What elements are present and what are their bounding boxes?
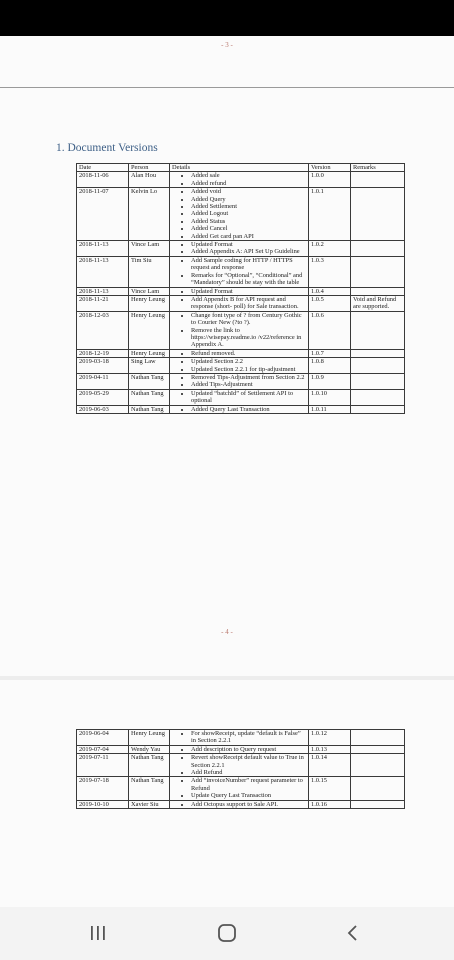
- details-item: • Update Query Last Transaction: [191, 792, 306, 799]
- cell-person: Nathan Tang: [129, 405, 170, 413]
- cell-details: [170, 373, 309, 389]
- cell-date: 2018-12-03: [77, 311, 129, 349]
- details-item: • Updated “batchId” of Settlement API to optional: [191, 390, 306, 405]
- table-row: [77, 188, 405, 241]
- cell-person: Nathan Tang: [129, 373, 170, 389]
- details-item: • Added Cancel: [191, 225, 306, 232]
- details-list: [172, 801, 306, 808]
- cell-person: Wendy Yau: [129, 745, 170, 753]
- details-item: • Added Logout: [191, 210, 306, 217]
- cell-person: Henry Leung: [129, 730, 170, 746]
- cell-date: 2019-03-18: [77, 358, 129, 374]
- cell-details: [170, 754, 309, 777]
- table-row: [77, 800, 405, 808]
- cell-remarks: [351, 405, 405, 413]
- header-version: Version: [309, 164, 351, 172]
- header-details: Details: [170, 164, 309, 172]
- table-row: [77, 256, 405, 287]
- cell-version: 1.0.9: [309, 373, 351, 389]
- details-item: • Revert showReceipt default value to True in Section 2.2.1: [191, 754, 306, 769]
- cell-person: Vince Lam: [129, 241, 170, 257]
- details-item: • Add Appendix B for API request and response (short- poll) for Sale transaction.: [191, 296, 306, 311]
- details-item: • Add Sample coding for HTTP / HTTPS request and response: [191, 257, 306, 272]
- cell-details: [170, 287, 309, 295]
- cell-details: [170, 188, 309, 241]
- cell-version: 1.0.3: [309, 256, 351, 287]
- details-list: [172, 350, 306, 357]
- table-row: [77, 745, 405, 753]
- cell-remarks: [351, 730, 405, 746]
- cell-details: [170, 241, 309, 257]
- cell-details: [170, 405, 309, 413]
- details-item: • Add Octopus support to Sale API.: [191, 801, 306, 808]
- table-row: [77, 295, 405, 311]
- cell-version: 1.0.7: [309, 349, 351, 357]
- cell-remarks: [351, 256, 405, 287]
- cell-remarks: [351, 777, 405, 800]
- table-header-row: [77, 164, 405, 172]
- details-list: [172, 730, 306, 745]
- table-row: [77, 349, 405, 357]
- cell-date: 2019-06-03: [77, 405, 129, 413]
- versions-table: [76, 163, 405, 414]
- details-item: • Added refund: [191, 180, 306, 187]
- cell-date: 2019-10-10: [77, 800, 129, 808]
- table-row: [77, 287, 405, 295]
- details-list: [172, 754, 306, 776]
- cell-details: [170, 172, 309, 188]
- cell-remarks: [351, 754, 405, 777]
- cell-date: 2018-11-13: [77, 241, 129, 257]
- details-item: • Add Refund: [191, 769, 306, 776]
- page-number-bottom: - 4 -: [221, 628, 233, 636]
- cell-person: Henry Leung: [129, 349, 170, 357]
- cell-details: [170, 349, 309, 357]
- details-list: [172, 406, 306, 413]
- cell-person: Sing Law: [129, 358, 170, 374]
- details-list: [172, 746, 306, 753]
- cell-details: [170, 777, 309, 800]
- cell-version: 1.0.1: [309, 188, 351, 241]
- details-list: [172, 241, 306, 256]
- details-list: [172, 172, 306, 187]
- cell-version: 1.0.6: [309, 311, 351, 349]
- table-row: [77, 405, 405, 413]
- cell-version: 1.0.2: [309, 241, 351, 257]
- table-row: [77, 358, 405, 374]
- details-list: [172, 358, 306, 373]
- cell-remarks: [351, 389, 405, 405]
- cell-remarks: [351, 188, 405, 241]
- status-bar: [0, 0, 454, 36]
- details-item: • Added Tips-Adjustment: [191, 381, 306, 388]
- details-list: [172, 777, 306, 799]
- details-item: • Added Query Last Transaction: [191, 406, 306, 413]
- details-item: • Added Appendix A: API Set Up Guideline: [191, 248, 306, 255]
- cell-remarks: [351, 349, 405, 357]
- cell-person: Xavier Siu: [129, 800, 170, 808]
- cell-details: [170, 295, 309, 311]
- cell-person: Alan Hou: [129, 172, 170, 188]
- versions-table-continued: [76, 729, 405, 809]
- details-item: • Refund removed.: [191, 350, 306, 357]
- recents-icon: [88, 924, 108, 942]
- cell-date: 2019-04-11: [77, 373, 129, 389]
- details-item: • Added void: [191, 188, 306, 195]
- cell-remarks: [351, 745, 405, 753]
- cell-remarks: [351, 358, 405, 374]
- cell-date: 2018-11-21: [77, 295, 129, 311]
- back-icon: [344, 923, 362, 943]
- cell-remarks: [351, 241, 405, 257]
- cell-remarks: [351, 311, 405, 349]
- cell-details: [170, 389, 309, 405]
- cell-person: Nathan Tang: [129, 777, 170, 800]
- section-heading: 1. Document Versions: [56, 142, 158, 154]
- table-row: [77, 373, 405, 389]
- cell-version: 1.0.12: [309, 730, 351, 746]
- details-item: • Updated Format: [191, 241, 306, 248]
- cell-person: Tim Siu: [129, 256, 170, 287]
- details-list: [172, 374, 306, 389]
- cell-version: 1.0.16: [309, 800, 351, 808]
- cell-person: Henry Leung: [129, 295, 170, 311]
- details-list: [172, 188, 306, 240]
- details-item: • Removed Tips-Adjustment from Section 2.2: [191, 374, 306, 381]
- header-date: Date: [77, 164, 129, 172]
- details-item: • Add description to Query request: [191, 746, 306, 753]
- details-item: • Added Query: [191, 196, 306, 203]
- cell-date: 2019-07-18: [77, 777, 129, 800]
- table-row: [77, 777, 405, 800]
- details-item: • Add “invoiceNumber” request parameter to Refund: [191, 777, 306, 792]
- details-list: [172, 288, 306, 295]
- table-row: [77, 241, 405, 257]
- details-item: • Added Status: [191, 218, 306, 225]
- document-page-upper: [0, 36, 454, 676]
- table-row: [77, 389, 405, 405]
- cell-remarks: Void and Refund are supported.: [351, 295, 405, 311]
- table-row: [77, 754, 405, 777]
- cell-remarks: [351, 373, 405, 389]
- cell-version: 1.0.14: [309, 754, 351, 777]
- details-item: • Updated Format: [191, 288, 306, 295]
- cell-version: 1.0.0: [309, 172, 351, 188]
- document-page-lower: [0, 680, 454, 907]
- details-list: [172, 312, 306, 349]
- cell-details: [170, 745, 309, 753]
- details-list: [172, 296, 306, 311]
- table-row: [77, 730, 405, 746]
- cell-date: 2019-07-04: [77, 745, 129, 753]
- cell-version: 1.0.8: [309, 358, 351, 374]
- page-number-top: - 3 -: [221, 41, 233, 49]
- details-item: • Change font type of ? from Century Gothic to Courier New (?to ?).: [191, 312, 306, 327]
- details-list: [172, 257, 306, 287]
- cell-version: 1.0.4: [309, 287, 351, 295]
- cell-person: Nathan Tang: [129, 389, 170, 405]
- cell-person: Vince Lam: [129, 287, 170, 295]
- cell-version: 1.0.11: [309, 405, 351, 413]
- cell-remarks: [351, 800, 405, 808]
- details-item: • Remarks for “Optional”, “Conditional” and “Mandatory” should be stay with the table: [191, 272, 306, 287]
- cell-date: 2018-11-13: [77, 256, 129, 287]
- cell-date: 2018-11-13: [77, 287, 129, 295]
- home-icon: [216, 923, 238, 943]
- cell-remarks: [351, 287, 405, 295]
- cell-details: [170, 800, 309, 808]
- cell-person: Nathan Tang: [129, 754, 170, 777]
- table-row: [77, 172, 405, 188]
- details-item: • Added sale: [191, 172, 306, 179]
- cell-remarks: [351, 172, 405, 188]
- details-list: [172, 390, 306, 405]
- header-remarks: Remarks: [351, 164, 405, 172]
- recents-button[interactable]: [78, 919, 118, 947]
- cell-details: [170, 730, 309, 746]
- details-item: • For showReceipt, update “default is False” in Section 2.2.1: [191, 730, 306, 745]
- header-person: Person: [129, 164, 170, 172]
- page-divider: [0, 87, 454, 88]
- cell-date: 2019-07-11: [77, 754, 129, 777]
- details-item: • Added Get card pan API: [191, 233, 306, 240]
- cell-version: 1.0.5: [309, 295, 351, 311]
- details-item: • Added Settlement: [191, 203, 306, 210]
- cell-date: 2018-11-06: [77, 172, 129, 188]
- back-button[interactable]: [333, 919, 373, 947]
- cell-date: 2019-05-29: [77, 389, 129, 405]
- cell-version: 1.0.10: [309, 389, 351, 405]
- home-button[interactable]: [207, 919, 247, 947]
- table-row: [77, 311, 405, 349]
- cell-details: [170, 358, 309, 374]
- cell-details: [170, 256, 309, 287]
- cell-person: Henry Leung: [129, 311, 170, 349]
- cell-person: Kelvin Lo: [129, 188, 170, 241]
- cell-date: 2019-06-04: [77, 730, 129, 746]
- system-navigation-bar: [0, 907, 454, 960]
- details-item: • Updated Section 2.2: [191, 358, 306, 365]
- cell-details: [170, 311, 309, 349]
- details-item: • Updated Section 2.2.1 for tip-adjustment: [191, 366, 306, 373]
- details-item: • Remove the link to https://wisepay.readme.io /v22/reference in Appendix A.: [191, 327, 306, 349]
- cell-date: 2018-12-19: [77, 349, 129, 357]
- cell-version: 1.0.13: [309, 745, 351, 753]
- cell-version: 1.0.15: [309, 777, 351, 800]
- cell-date: 2018-11-07: [77, 188, 129, 241]
